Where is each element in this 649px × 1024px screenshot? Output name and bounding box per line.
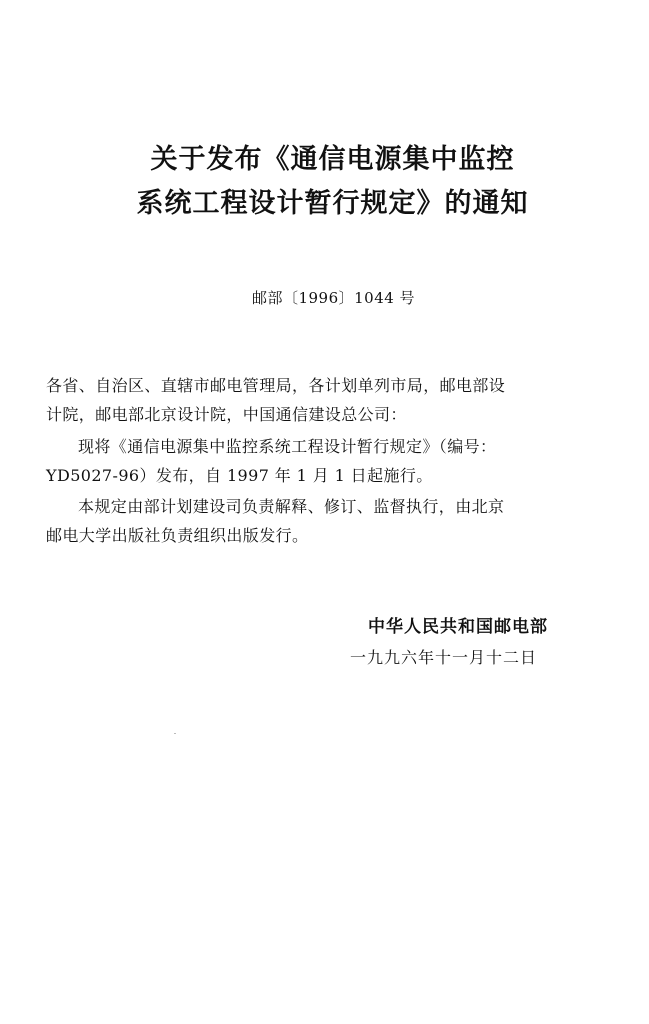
title-line-1: 关于发布《通信电源集中监控: [150, 144, 515, 175]
body-line-4: YD5027-96）发布，自 1997 年 1 月 1 日起施行。: [46, 466, 433, 485]
scan-speck: [174, 733, 176, 734]
body-line-2: 计院，邮电部北京设计院，中国通信建设总公司：: [46, 405, 407, 424]
title-line-2: 系统工程设计暂行规定》的通知: [136, 188, 529, 219]
body-line-5: 本规定由部计划建设司负责解释、修订、监督执行，由北京: [78, 497, 505, 516]
body-line-6: 邮电大学出版社负责组织出版发行。: [46, 526, 309, 545]
document-number: 邮部〔1996〕1044 号: [251, 289, 416, 307]
issuer-signature: 中华人民共和国邮电部: [368, 617, 548, 637]
issue-date: 一九九六年十一月十二日: [350, 648, 538, 667]
body-line-1: 各省、自治区、直辖市邮电管理局，各计划单列市局，邮电部设: [46, 376, 506, 395]
body-line-3: 现将《通信电源集中监控系统工程设计暂行规定》（编号：: [78, 437, 497, 456]
